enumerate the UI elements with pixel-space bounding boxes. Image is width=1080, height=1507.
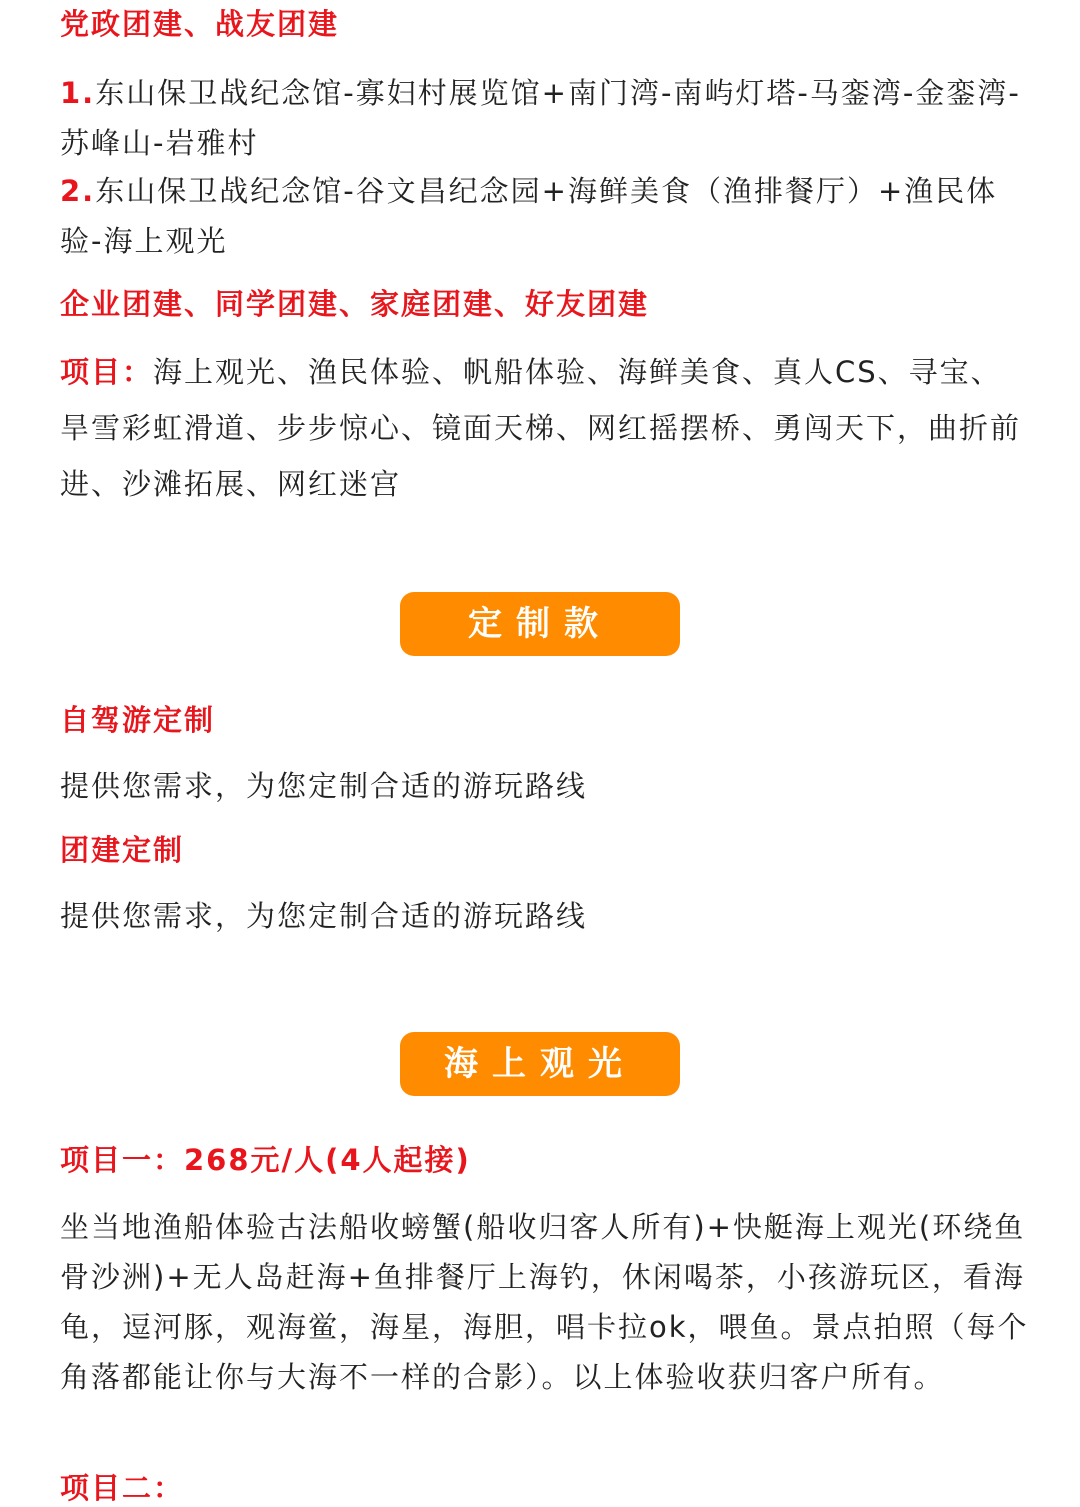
section-heading-group: 企业团建、同学团建、家庭团建、好友团建 — [60, 287, 650, 321]
sea-banner: 海上观光 — [400, 1032, 680, 1096]
custom-banner: 定制款 — [400, 592, 680, 656]
items-label: 项目： — [60, 355, 154, 389]
route-item-1 — [60, 68, 1032, 168]
group-items-paragraph — [60, 344, 1032, 512]
route-item-2 — [60, 166, 1032, 266]
sea-item1-text: 坐当地渔船体验古法船收螃蟹(船收归客人所有)+快艇海上观光(环绕鱼骨沙洲)+无人岛赶海+鱼排餐厅上海钓，休闲喝茶，小孩游玩区，看海龟，逗河豚，观海鲎，海星，海胆，唱卡拉ok，喂鱼。景点拍照（每个角落都能让你与大海不一样的合影）。以上体验收获归客户所有。 — [60, 1210, 1029, 1394]
sea-item2-heading-cut — [60, 1462, 470, 1505]
section-heading-party: 党政团建、战友团建 — [60, 7, 340, 41]
route-number: 2. — [60, 174, 96, 208]
team-custom-text: 提供您需求，为您定制合适的游玩路线 — [60, 899, 588, 933]
self-drive-heading: 自驾游定制 — [60, 703, 216, 737]
sea-item2-heading: 项目二： — [60, 1471, 185, 1505]
items-text: 海上观光、渔民体验、帆船体验、海鲜美食、真人CS、寻宝、旱雪彩虹滑道、步步惊心、镜面天梯、网红摇摆桥、勇闯天下，曲折前进、沙滩拓展、网红迷宫 — [60, 355, 1022, 501]
route-text: 东山保卫战纪念馆-谷文昌纪念园+海鲜美食（渔排餐厅）+渔民体验-海上观光 — [60, 174, 998, 258]
sea-item1-heading: 项目一：268元/人(4人起接) — [60, 1143, 471, 1177]
route-text: 东山保卫战纪念馆-寡妇村展览馆+南门湾-南屿灯塔-马銮湾-金銮湾-苏峰山-岩雅村 — [60, 76, 1021, 160]
team-custom-heading: 团建定制 — [60, 833, 185, 867]
self-drive-text: 提供您需求，为您定制合适的游玩路线 — [60, 769, 588, 803]
route-number: 1. — [60, 76, 96, 110]
